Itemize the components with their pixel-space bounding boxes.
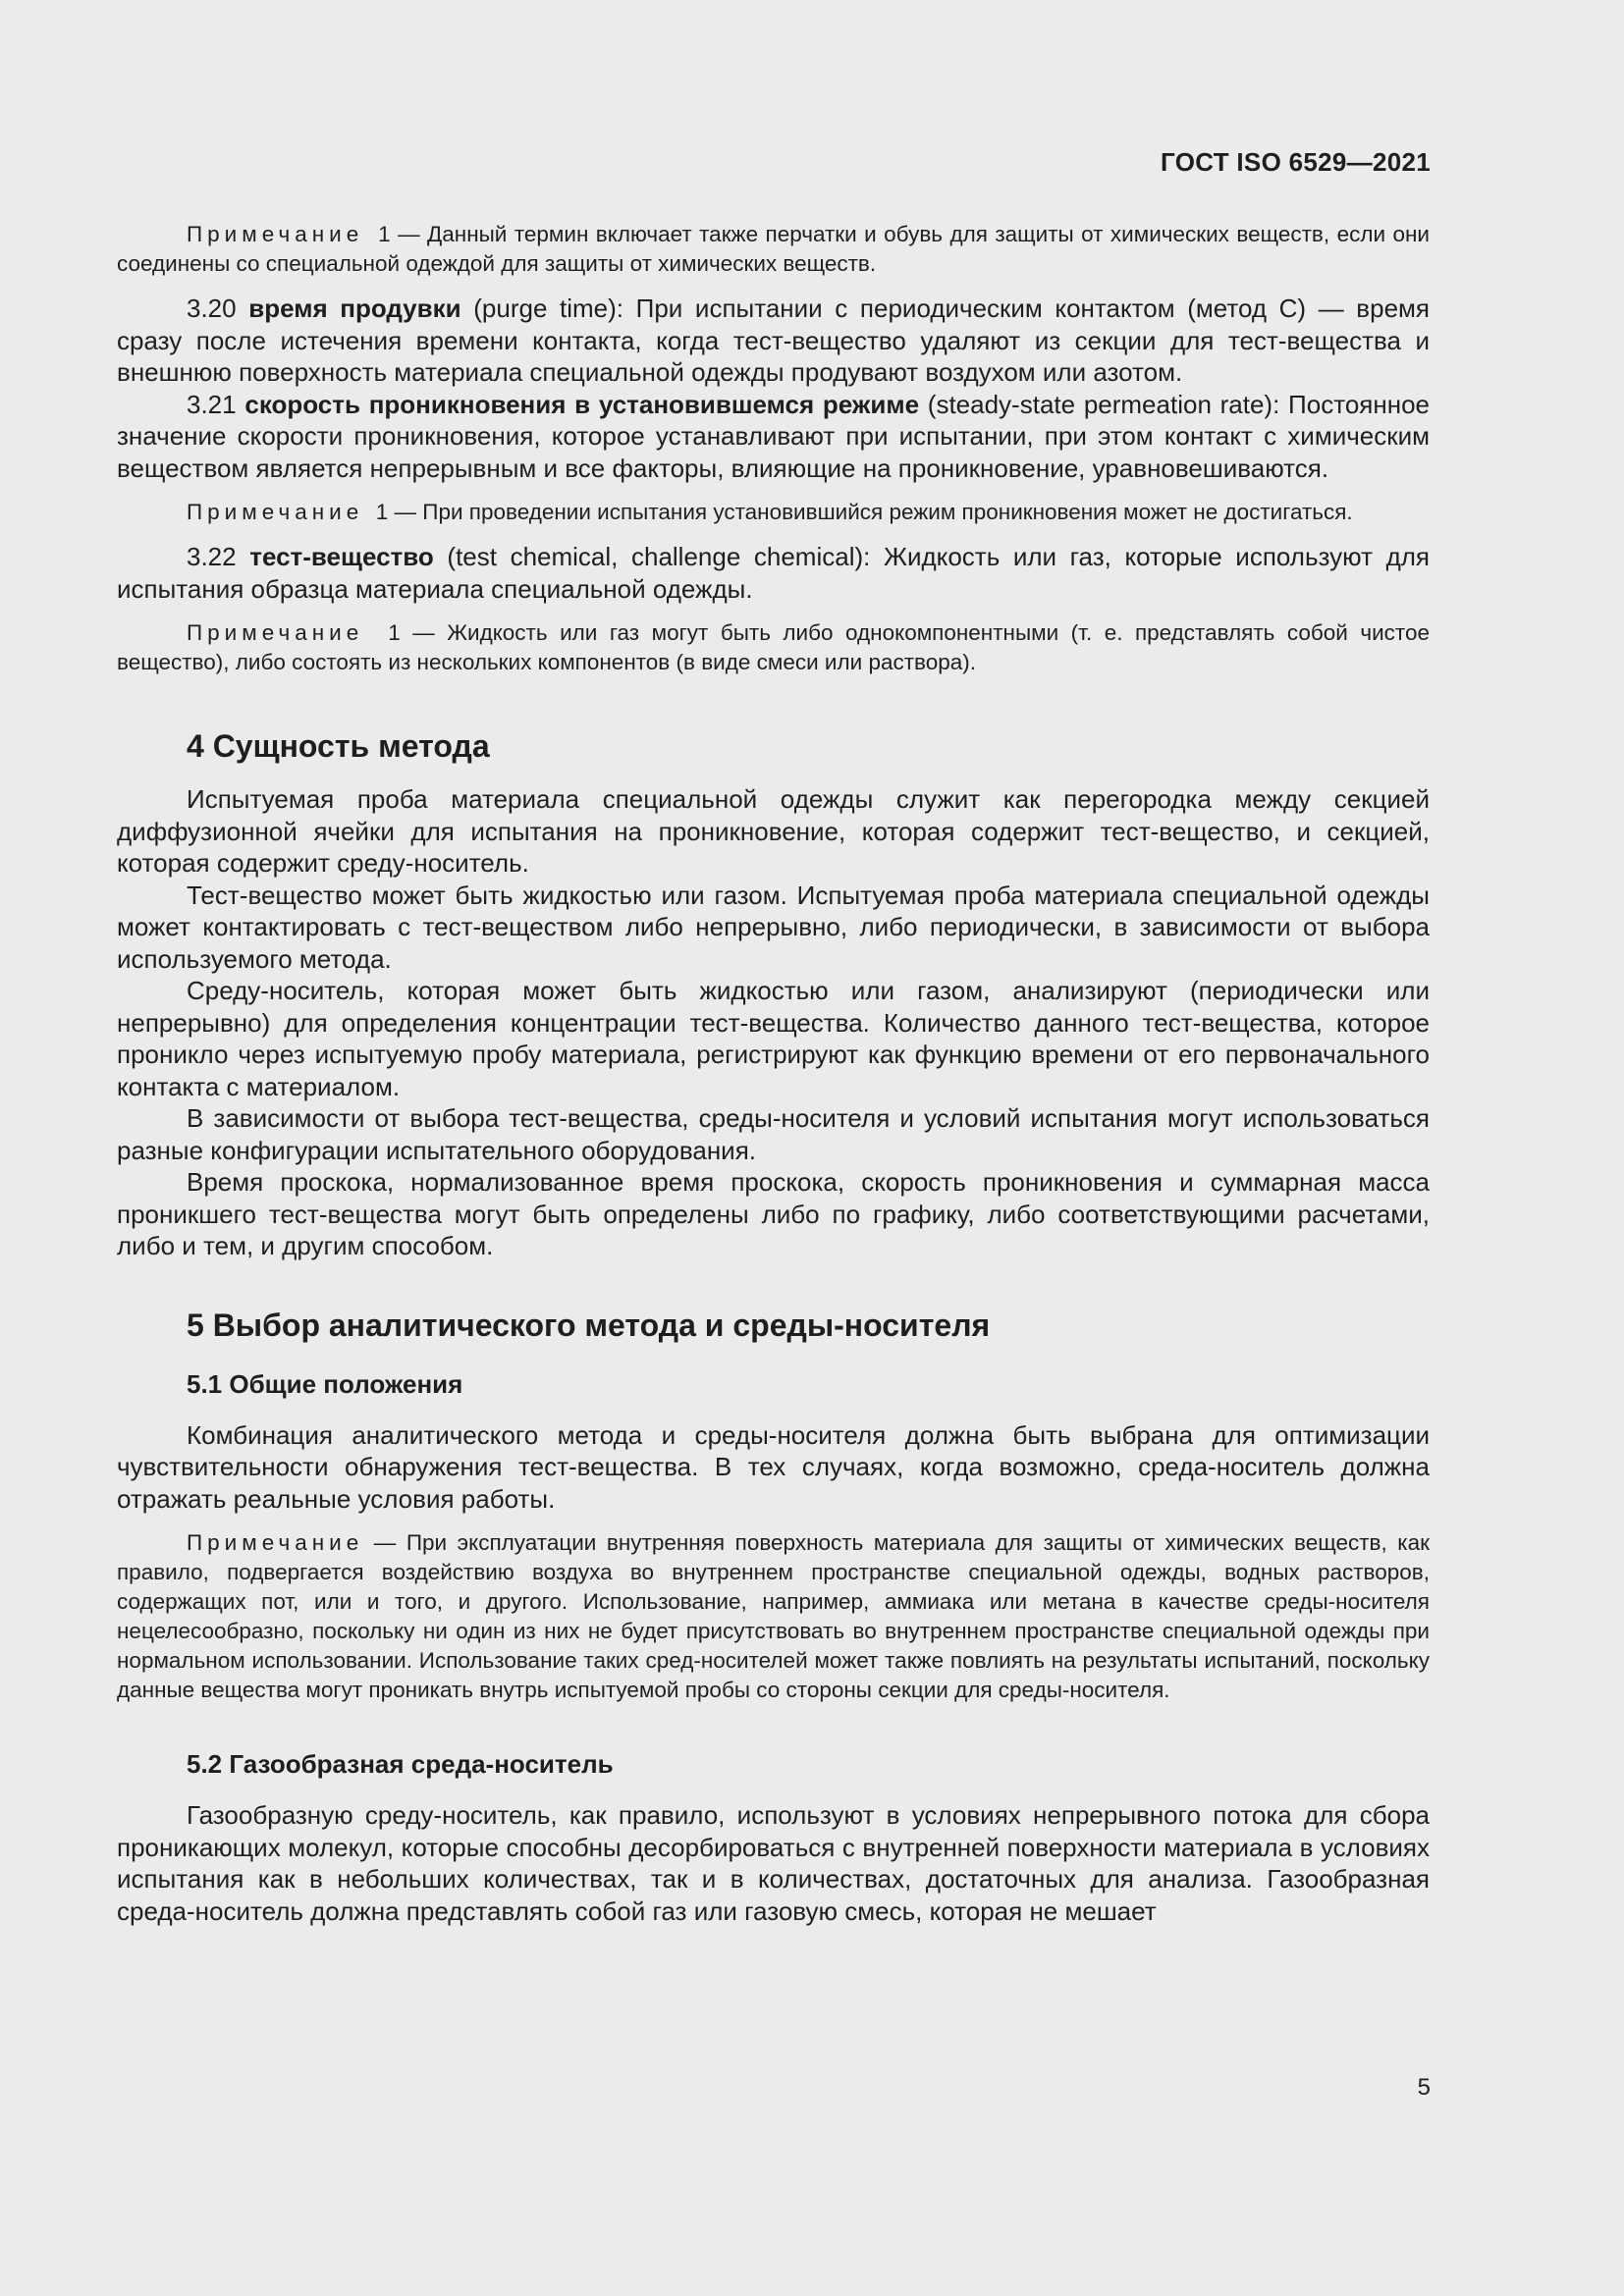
note-text: — Жидкость или газ могут быть либо однокомпонентными (т. е. представлять собой чистое вещество), либо состоять из нескольких компонентов (в виде смеси или раствора).	[117, 620, 1430, 674]
definition-text: (steady-state permeation rate): Постоянное значение скорости проникновения, которое устанавливают при испытании, при этом контакт с химическим веществом является непрерывным и все факторы, влияющие на проникновение, уравновешиваются.	[117, 389, 1430, 483]
definition-number: 3.22	[187, 542, 237, 571]
section-4-paragraph: Среду-носитель, которая может быть жидкостью или газом, анализируют (периодически или непрерывно) для определения концентрации тест-вещества. Количество данного тест-вещества, которое проникло через испытуемую пробу материала, регистрируют как функцию времени от его первоначального контакта с материалом.	[117, 976, 1430, 1101]
section-5-2-paragraph: Газообразную среду-носитель, как правило, используют в условиях непрерывного потока для сбора проникающих молекул, которые способны десорбироваться с внутренней поверхности материала в условиях испытания как в небольших количествах, так и в количествах, достаточных для анализа. Газообразная среда-носитель должна представлять собой газ или газовую смесь, которая не мешает	[117, 1800, 1430, 1926]
definition-3-22	[117, 541, 1430, 605]
section-4-paragraph: В зависимости от выбора тест-вещества, среды-носителя и условий испытания могут использоваться разные конфигурации испытательного оборудования.	[117, 1103, 1430, 1165]
note-text: — При проведении испытания установившийся режим проникновения может не достигаться.	[394, 500, 1353, 524]
definition-term: время продувки	[248, 294, 461, 323]
section-heading-5: 5 Выбор аналитического метода и среды-носителя	[187, 1307, 991, 1343]
note-label: Примечание	[187, 620, 364, 645]
page-content	[117, 220, 1430, 1927]
subsection-heading-5-2: 5.2 Газообразная среда-носитель	[187, 1749, 614, 1779]
note-paragraph	[117, 618, 1430, 677]
note-number: 1	[375, 500, 389, 524]
section-heading-4: 4 Сущность метода	[187, 728, 490, 764]
definition-term: тест-вещество	[249, 542, 434, 571]
definition-3-20	[117, 293, 1430, 389]
note-label: Примечание	[187, 500, 364, 524]
document-code: ГОСТ ISO 6529—2021	[1161, 147, 1431, 177]
note-number: 1	[388, 620, 401, 645]
section-4-paragraph: Время проскока, нормализованное время проскока, скорость проникновения и суммарная масса проникшего тест-вещества могут быть определены либо по графику, либо соответствующими расчетами, либо и тем, и другим способом.	[117, 1167, 1430, 1260]
note-text: — При эксплуатации внутренняя поверхность материала для защиты от химических веществ, как правило, подвергается воздействию воздуха во внутреннем пространстве специальной одежды, водных растворов, содержащих пот, или и того, и другого. Использование, например, аммиака или метана в качестве среды-носителя нецелесообразно, поскольку ни один из них не будет присутствовать во внутреннем пространстве специальной одежды при нормальном использовании. Использование таких сред-носителей может также повлиять на результаты испытаний, поскольку данные вещества могут проникать внутрь испытуемой пробы со стороны секции для среды-носителя.	[117, 1530, 1430, 1702]
subsection-heading-5-1: 5.1 Общие положения	[187, 1368, 463, 1399]
note-number: 1	[378, 222, 391, 246]
note-paragraph	[117, 220, 1430, 279]
definition-text: (purge time): При испытании с периодическим контактом (метод С) — время сразу после истечения времени контакта, когда тест-вещество удаляют из секции для тест-вещества и внешнюю поверхность материала специальной одежды продувают воздухом или азотом.	[117, 294, 1430, 387]
note-paragraph	[117, 1528, 1430, 1705]
page-number: 5	[1417, 2074, 1431, 2101]
note-paragraph	[117, 498, 1430, 527]
definition-number: 3.21	[187, 389, 237, 419]
section-4-paragraph: Испытуемая проба материала специальной одежды служит как перегородка между секцией диффузионной ячейки для испытания на проникновение, которая содержит тест-вещество, и секцией, которая содержит среду-носитель.	[117, 784, 1430, 878]
note-label: Примечание	[187, 1530, 364, 1555]
note-label: Примечание	[187, 222, 364, 246]
section-5-1-paragraph: Комбинация аналитического метода и среды-носителя должна быть выбрана для оптимизации чувствительности обнаружения тест-вещества. В тех случаях, когда возможно, среда-носитель должна отражать реальные условия работы.	[117, 1419, 1430, 1514]
definition-text: (test chemical, challenge chemical): Жидкость или газ, которые используют для испытания образца материала специальной одежды.	[117, 542, 1430, 604]
definition-3-21	[117, 389, 1430, 485]
note-text: — Данный термин включает также перчатки и обувь для защиты от химических веществ, если они соединены со специальной одеждой для защиты от химических веществ.	[117, 222, 1430, 276]
section-4-paragraph: Тест-вещество может быть жидкостью или газом. Испытуемая проба материала специальной одежды может контактировать с тест-веществом либо непрерывно, либо периодически, в зависимости от выбора используемого метода.	[117, 880, 1430, 974]
definition-term: скорость проникновения в установившемся режиме	[244, 389, 920, 419]
definition-number: 3.20	[187, 294, 237, 323]
